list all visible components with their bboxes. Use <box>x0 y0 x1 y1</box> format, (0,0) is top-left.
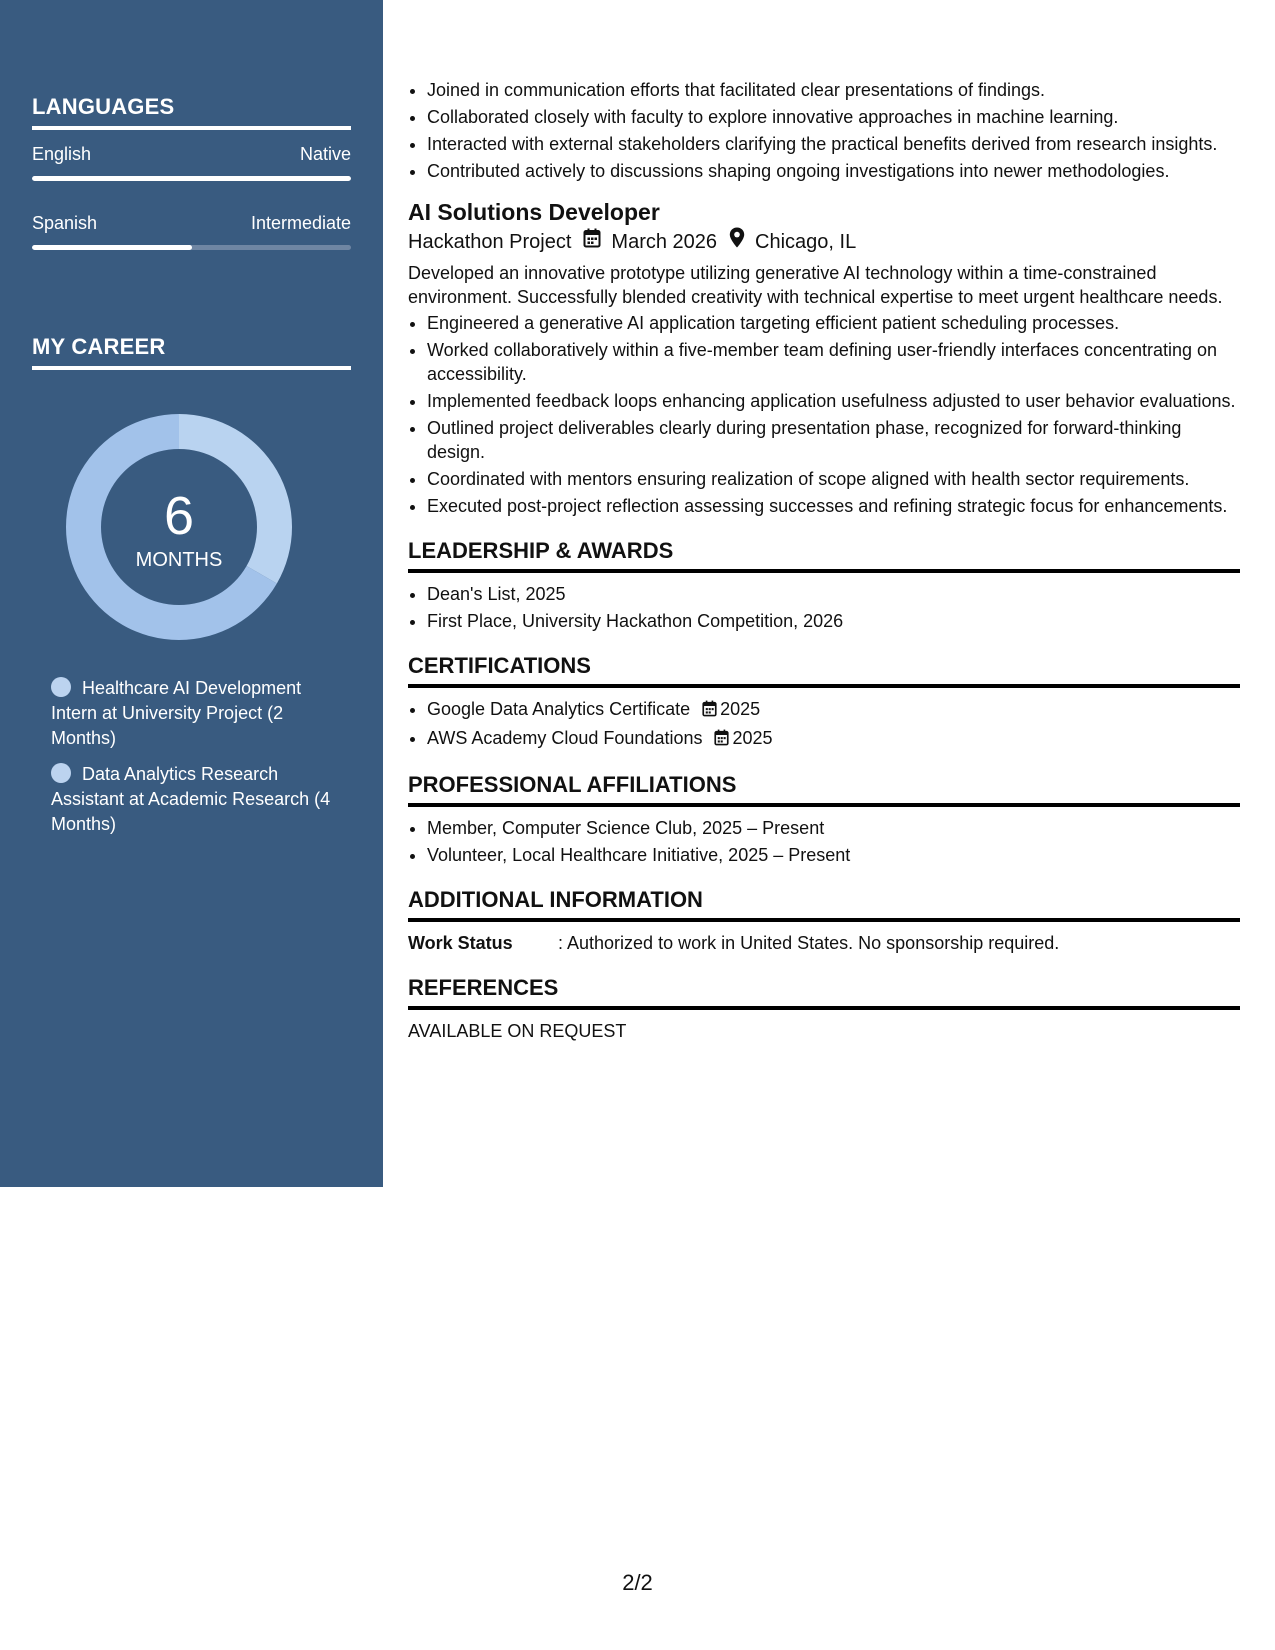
work-status-row <box>408 931 1240 955</box>
list-item: • Interacted with external stakeholders clarifying the practical benefits derived from research insights. <box>427 132 1240 156</box>
certification-name: Google Data Analytics Certificate <box>427 699 691 719</box>
language-item <box>32 144 351 181</box>
job-meta <box>408 227 1240 257</box>
career-legend-text: Healthcare AI Development Intern at University Project (2 Months) <box>51 678 302 748</box>
affiliations-heading: PROFESSIONAL AFFILIATIONS <box>408 770 1240 807</box>
list-item: • Implemented feedback loops enhancing application usefulness adjusted to user behavior evaluations. <box>427 389 1240 413</box>
career-heading: MY CAREER <box>32 334 351 370</box>
list-item: • Collaborated closely with faculty to explore innovative approaches in machine learning. <box>427 105 1240 129</box>
location-pin-icon <box>729 227 745 257</box>
main-content <box>408 78 1240 1043</box>
career-legend <box>51 676 336 848</box>
sidebar <box>0 0 383 1187</box>
language-name: English <box>32 144 92 164</box>
job-company: Hackathon Project <box>408 231 572 253</box>
job-title: AI Solutions Developer <box>408 199 660 225</box>
additional-info-heading: ADDITIONAL INFORMATION <box>408 885 1240 922</box>
language-proficiency-fill <box>32 176 351 181</box>
certification-name: AWS Academy Cloud Foundations <box>427 728 703 748</box>
certification-date <box>702 699 760 719</box>
languages-section <box>32 94 351 250</box>
calendar-icon <box>583 227 601 257</box>
list-item <box>427 697 1240 723</box>
career-legend-item <box>51 676 336 751</box>
list-item <box>427 726 1240 752</box>
list-item: • Executed post-project reflection assessing successes and refining strategic focus for enhancements. <box>427 494 1240 518</box>
job-description: Developed an innovative prototype utilizing generative AI technology within a time-constrained environment. Successfully blended creativity with technical expertise to meet urgent healthcare needs. <box>408 263 1223 307</box>
job-date: March 2026 <box>611 231 718 253</box>
list-item: • Worked collaboratively within a five-member team defining user-friendly interfaces concentrating on accessibility. <box>427 338 1240 386</box>
work-status-label: Work Status <box>408 933 513 953</box>
list-item: • Outlined project deliverables clearly during presentation phase, recognized for forward-thinking design. <box>427 416 1240 464</box>
languages-heading: LANGUAGES <box>32 94 351 130</box>
list-item: • Coordinated with mentors ensuring realization of scope aligned with health sector requirements. <box>427 467 1240 491</box>
legend-dot-icon <box>51 677 71 697</box>
list-item: • Member, Computer Science Club, 2025 – Present <box>427 816 1240 840</box>
previous-job-bullets <box>408 78 1240 183</box>
career-legend-item <box>51 762 336 837</box>
career-donut-chart <box>66 414 292 640</box>
calendar-icon <box>714 728 729 752</box>
leadership-list <box>408 582 1240 633</box>
list-item: • Dean's List, 2025 <box>427 582 1240 606</box>
legend-dot-icon <box>51 763 71 783</box>
language-level: Native <box>299 144 351 164</box>
list-item: • First Place, University Hackathon Competition, 2026 <box>427 609 1240 633</box>
language-proficiency-bar <box>32 176 351 181</box>
job-location: Chicago, IL <box>755 231 857 253</box>
career-total-number: 6 <box>163 486 195 546</box>
career-section <box>32 334 351 370</box>
page-number: 2/2 <box>622 1570 653 1595</box>
references-text: AVAILABLE ON REQUEST <box>408 1021 627 1041</box>
work-status-value: : Authorized to work in United States. No sponsorship required. <box>558 933 1060 953</box>
certifications-heading: CERTIFICATIONS <box>408 651 1240 688</box>
references-heading: REFERENCES <box>408 973 1240 1010</box>
career-total-unit: MONTHS <box>135 549 223 571</box>
certification-year: 2025 <box>720 699 761 719</box>
list-item: • Volunteer, Local Healthcare Initiative, 2025 – Present <box>427 843 1240 867</box>
language-item <box>32 213 351 250</box>
certification-year: 2025 <box>732 728 773 748</box>
leadership-heading: LEADERSHIP & AWARDS <box>408 536 1240 573</box>
list-item: • Contributed actively to discussions shaping ongoing investigations into newer methodologies. <box>427 159 1240 183</box>
language-proficiency-bar <box>32 245 351 250</box>
language-name: Spanish <box>32 213 98 233</box>
language-proficiency-fill <box>32 245 192 250</box>
list-item: • Joined in communication efforts that facilitated clear presentations of findings. <box>427 78 1240 102</box>
calendar-icon <box>702 699 717 723</box>
affiliations-list <box>408 816 1240 867</box>
certification-date <box>714 728 772 748</box>
career-legend-text: Data Analytics Research Assistant at Academic Research (4 Months) <box>51 764 331 834</box>
language-level: Intermediate <box>250 213 351 233</box>
job-bullets <box>408 311 1240 518</box>
certifications-list <box>408 697 1240 752</box>
list-item: • Engineered a generative AI application targeting efficient patient scheduling processes. <box>427 311 1240 335</box>
